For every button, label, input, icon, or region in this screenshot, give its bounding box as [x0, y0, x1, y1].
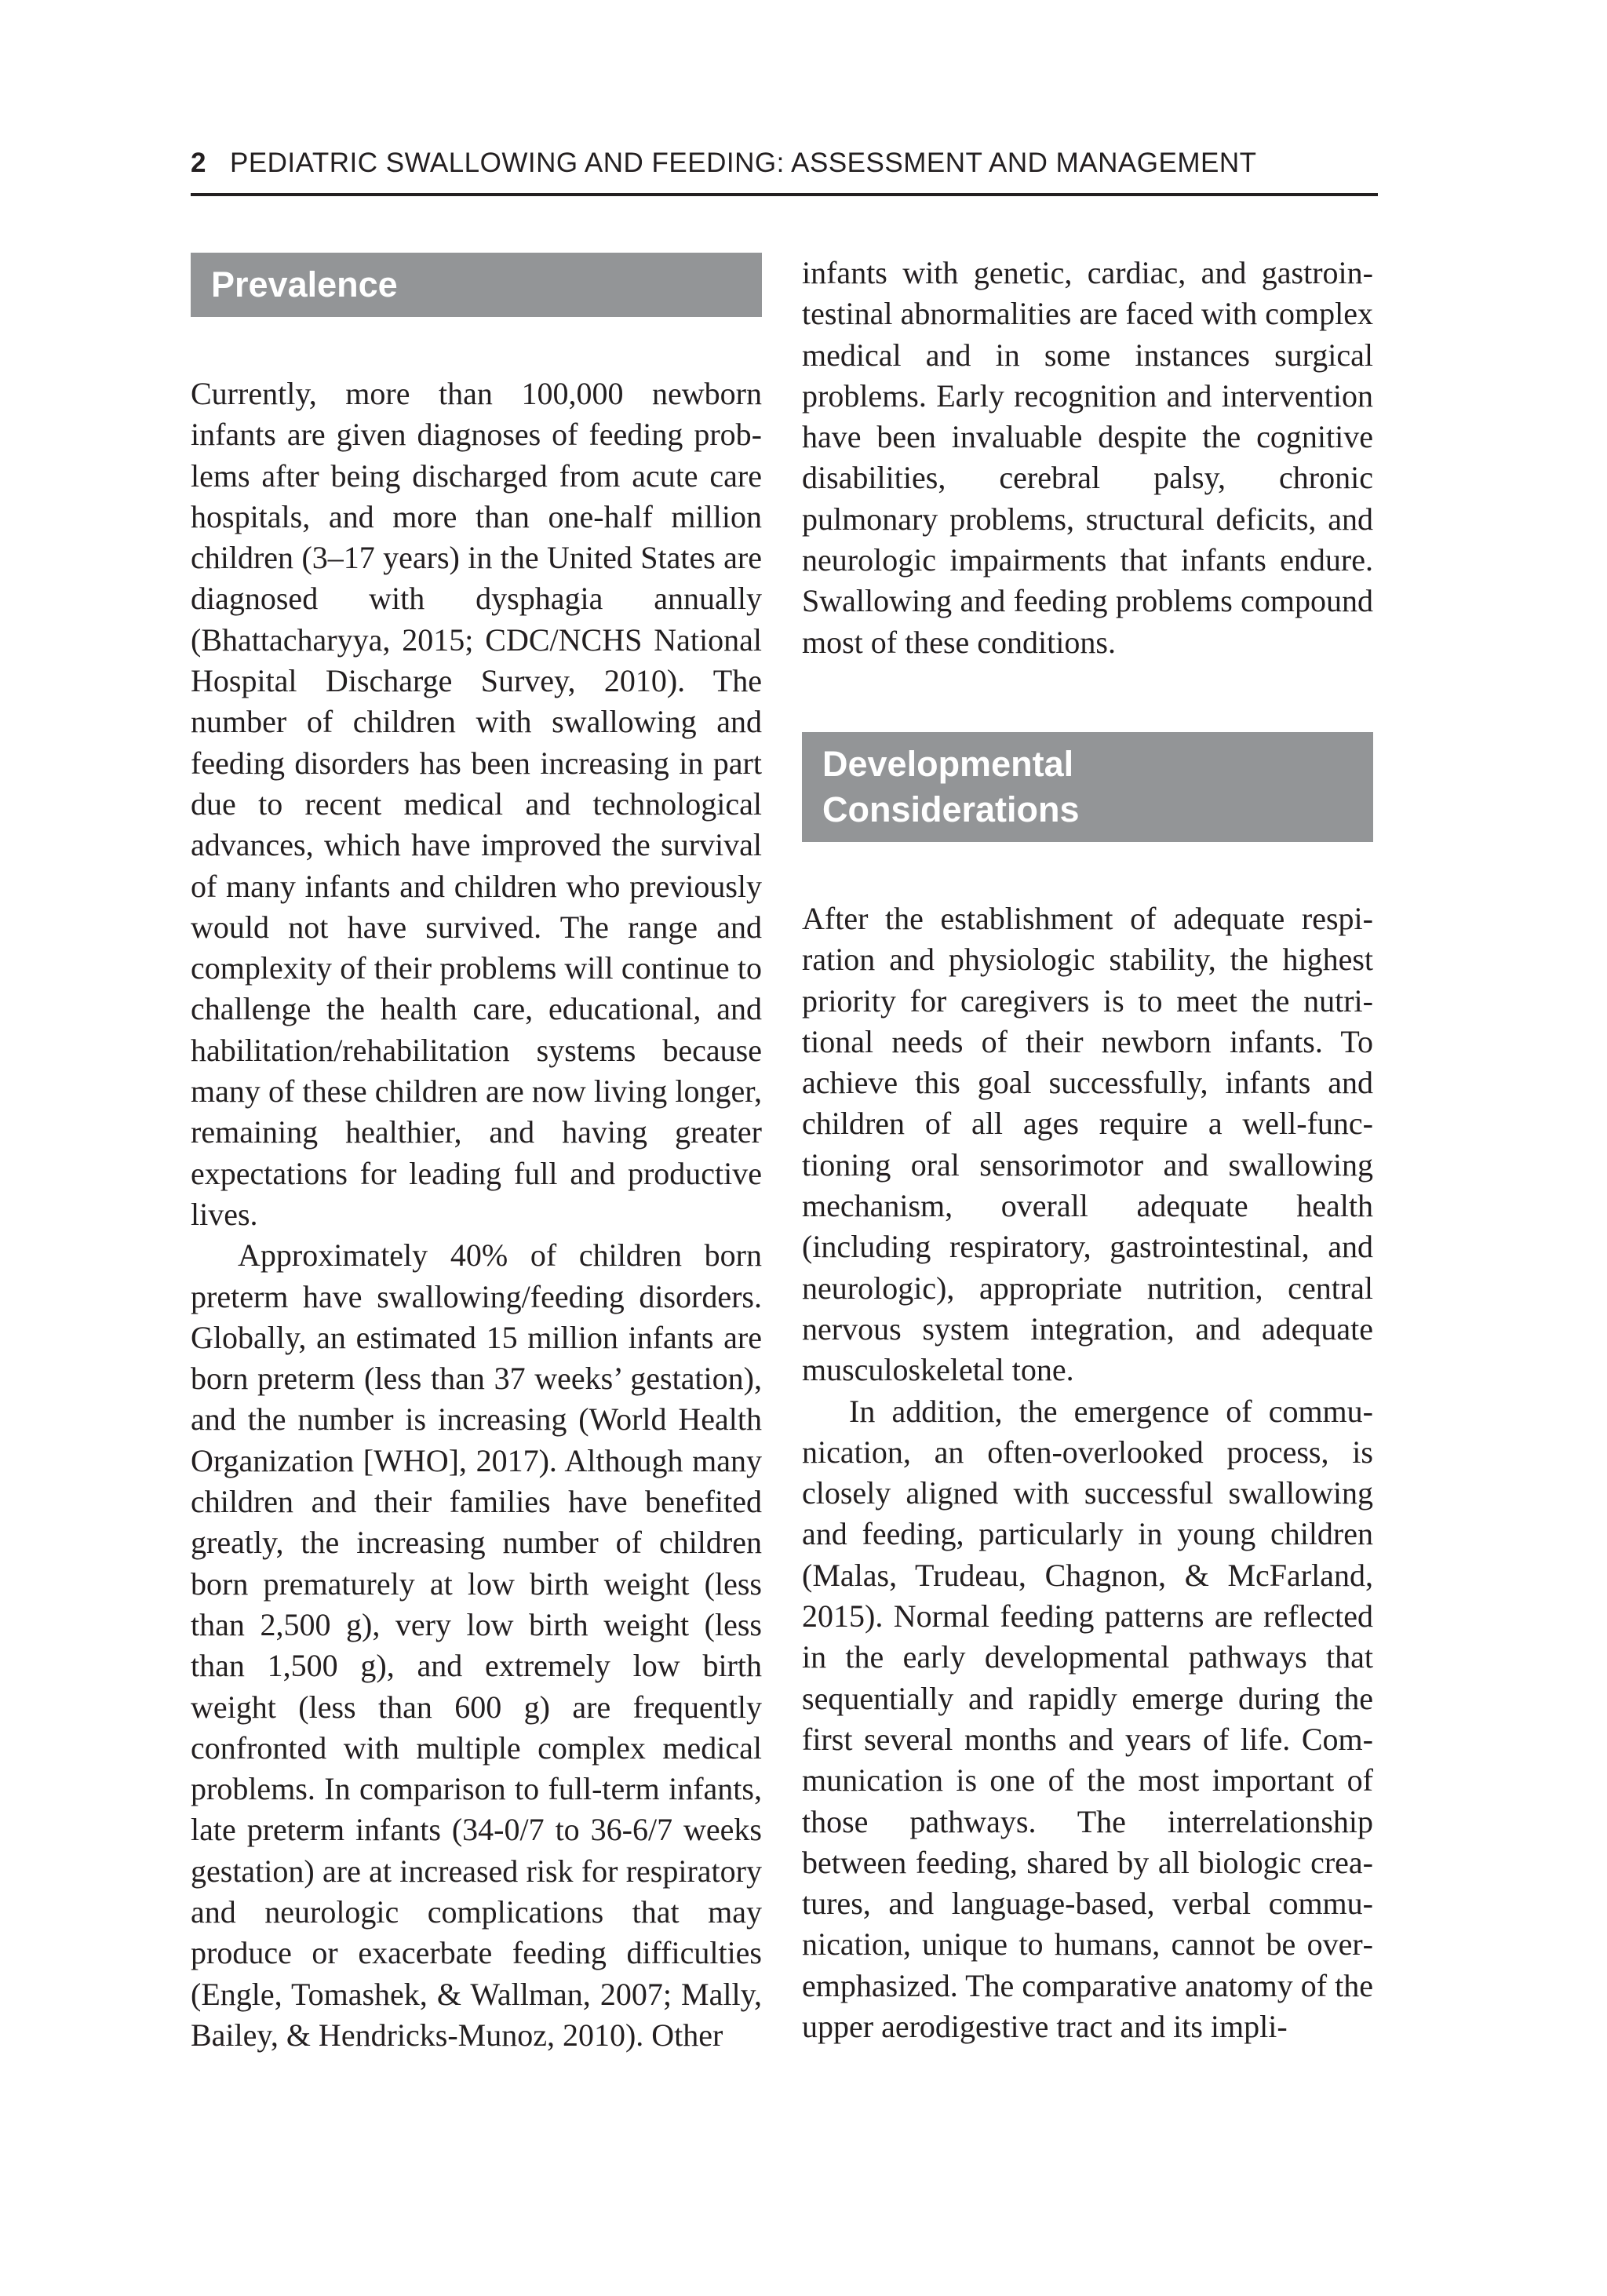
body-paragraph: Currently, more than 100,000 newborn infants are given diagnoses of feeding problems after being discharged from acute care hospitals, and more than one-half million children (3–17 years) in the United States are diagnosed with dysphagia annually (Bhattacharyya, 2015; CDC/NCHS National Hospital Discharge Survey, 2010). The number of children with swallowing and feeding disorders has been increasing in part due to recent medical and technological advances, which have improved the survival of many infants and children who previously would not have survived. The range and complexity of their problems will continue to challenge the health care, educational, and habilitation/rehabilitation systems because many of these children are now living longer, remaining healthier, and having greater expectations for leading full and productive lives.	[191, 376, 762, 1232]
page-number: 2	[191, 148, 206, 178]
running-head	[191, 146, 1378, 196]
section-heading-developmental-considerations	[802, 732, 1373, 842]
body-paragraph-continued: infants with genetic, cardiac, and gastrointestinal abnormalities are faced with complex medical and in some instances surgical problems. Early recognition and intervention have been invaluable despite the cognitive disabilities, cerebral palsy, chronic pulmonary problems, structural deficits, and neurologic impairments that infants endure. Swallowing and feeding problems compound most of these conditions.	[802, 255, 1373, 660]
left-column	[191, 253, 762, 2056]
heading-line: Developmental	[822, 743, 1074, 784]
body-paragraph: Approximately 40% of children born preterm have swallowing/feeding disorders. Globally, an estimated 15 million infants are born preterm (less than 37 weeks’ gestation), and the number is increasing (World Health Organization [WHO], 2017). Although many children and their families have benefited greatly, the increasing number of children born prematurely at low birth weight (less than 2,500 g), very low birth weight (less than 1,500 g), and extremely low birth weight (less than 600 g) are frequently confronted with multiple complex medical problems. In comparison to full-term infants, late preterm infants (34-0/7 to 36-6/7 weeks gestation) are at increased risk for respiratory and neurologic complications that may produce or exacerbate feeding difficulties (Engle, Tomashek, & Wallman, 2007; Mally, Bailey, & Hendricks-Munoz, 2010). Other	[191, 1237, 762, 2053]
section-heading-prevalence: Prevalence	[191, 253, 762, 317]
heading-line: Considerations	[822, 789, 1080, 829]
body-paragraph: After the establishment of adequate respiration and physiologic stability, the highest priority for caregivers is to meet the nutritional needs of their newborn infants. To achieve this goal successfully, infants and children of all ages require a well-functioning oral sensorimotor and swallowing mechanism, overall adequate health (including respiratory, gastrointestinal, and neurologic), appropriate nutrition, central nervous system integration, and adequate musculoskeletal tone.	[802, 900, 1373, 1388]
running-head-title: PEDIATRIC SWALLOWING AND FEEDING: ASSESSMENT AND MANAGEMENT	[229, 148, 1257, 178]
right-column	[802, 253, 1373, 2047]
body-paragraph: In addition, the emergence of communication, an often-overlooked process, is closely aligned with successful swallowing and feeding, particularly in young children (Malas, Trudeau, Chagnon, & McFarland, 2015). Normal feeding patterns are reflected in the early developmental pathways that sequentially and rapidly emerge during the first several months and years of life. Communication is one of the most important of those pathways. The interrelationship between feeding, shared by all biologic creatures, and language-based, verbal communication, unique to humans, cannot be overemphasized. The comparative anatomy of the upper aerodigestive tract and its impli-	[802, 1393, 1373, 2044]
